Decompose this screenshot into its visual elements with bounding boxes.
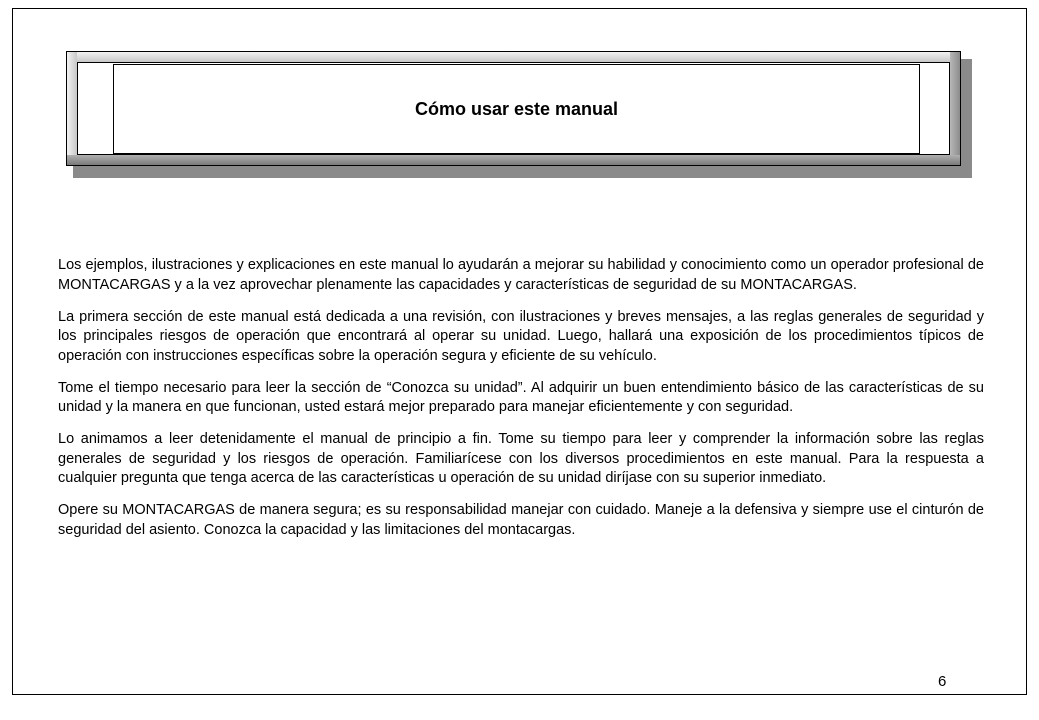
page-number: 6 (938, 673, 947, 690)
paragraph: Lo animamos a leer detenidamente el manual de principio a fin. Tome su tiempo para leer y comprender la información sobre las reglas generales de seguridad y los riesgos de operación. Familiarícese con los diversos procedimientos en este manual. Para la respuesta a cualquier pregunta que tenga acerca de las características u operación de su unidad diríjase con su superior inmediato. (58, 431, 984, 486)
paragraph: Los ejemplos, ilustraciones y explicaciones en este manual lo ayudarán a mejorar su habilidad y conocimiento como un operador profesional de MONTACARGAS y a la vez aprovechar plenamente las capacidades y características de seguridad de su MONTACARGAS. (58, 257, 984, 293)
paragraph: Opere su MONTACARGAS de manera segura; es su responsabilidad manejar con cuidado. Maneje a la defensiva y siempre use el cinturón de seguridad del asiento. Conozca la capacidad y las limitaciones del montacargas. (58, 502, 984, 538)
title-frame-bevel-bottom (67, 155, 960, 165)
page-title: Cómo usar este manual (414, 98, 619, 119)
title-frame-bevel-top (67, 52, 960, 62)
paragraph: Tome el tiempo necesario para leer la sección de “Conozca su unidad”. Al adquirir un buen entendimiento básico de las características de su unidad y la manera en que funcionan, usted estará mejor preparado para manejar eficientemente y con seguridad. (58, 379, 984, 415)
title-box (113, 64, 920, 154)
title-frame-bevel-left (67, 52, 77, 165)
title-frame-bevel-right (950, 52, 960, 165)
paragraph: La primera sección de este manual está dedicada a una revisión, con ilustraciones y breves mensajes, a las reglas generales de seguridad y los principales riesgos de operación que encontrará al operar su unidad. Luego, hallará una exposición de los procedimientos típicos de operación con instrucciones específicas sobre la operación segura y eficiente de su vehículo. (58, 308, 984, 364)
body-text (58, 256, 984, 553)
